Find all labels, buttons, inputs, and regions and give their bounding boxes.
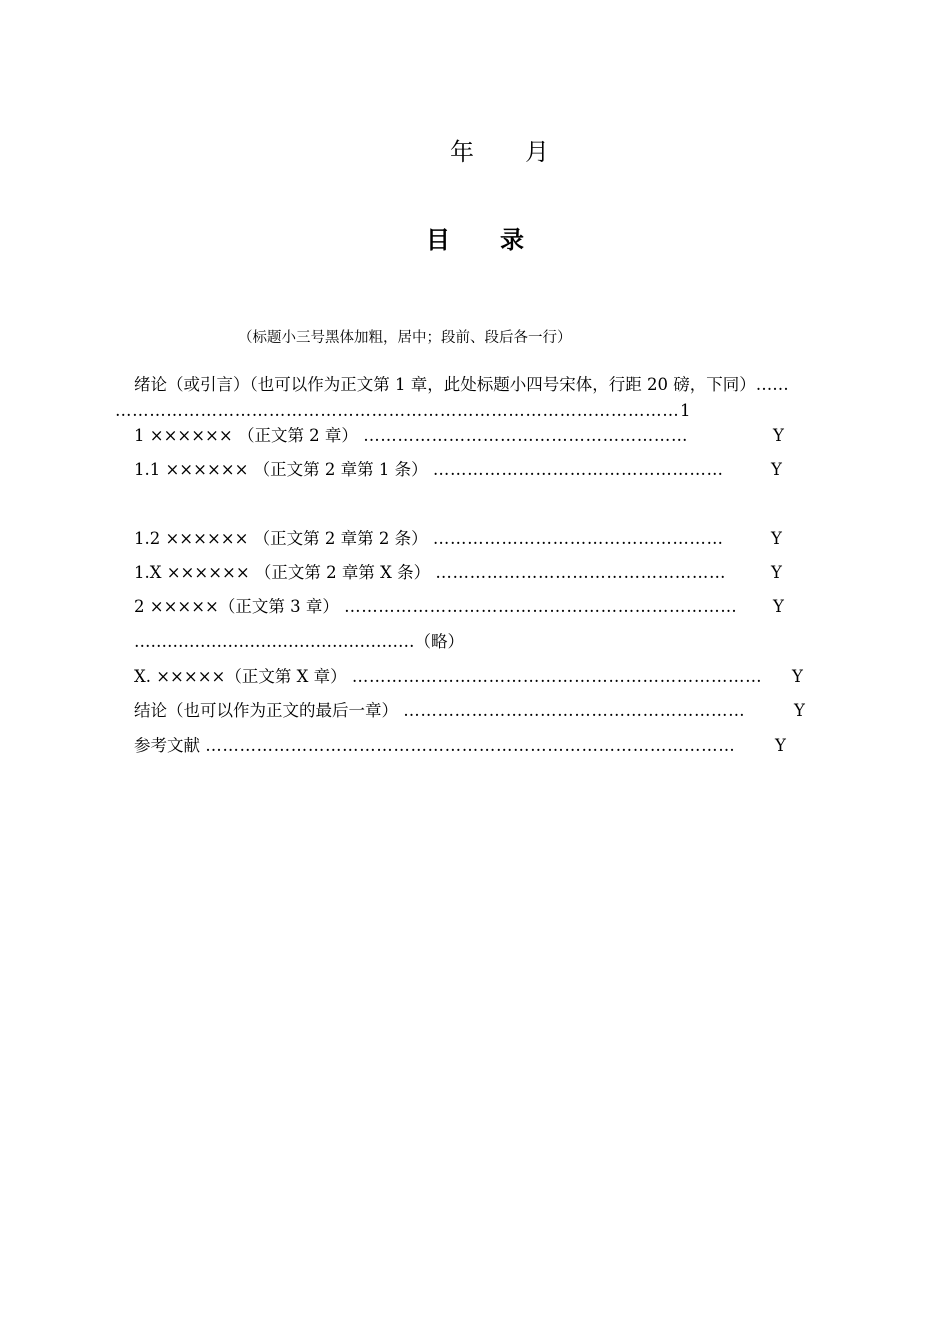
toc-page-number: Y (792, 667, 803, 686)
toc-leader-dots: ………………………………………………………………………………… (205, 736, 736, 755)
toc-title (0, 220, 950, 255)
toc-entry-omitted (134, 631, 464, 653)
date-line (0, 132, 950, 167)
toc-entry-label: 1.2 ×××××× （正文第 2 章第 2 条） (134, 529, 428, 548)
toc-page-number: Y (771, 529, 782, 548)
toc-page-number: Y (773, 426, 784, 445)
toc-entry-label: 1 ×××××× （正文第 2 章） (134, 426, 358, 445)
toc-leader-dots: ……………………………………………………………… (351, 667, 763, 686)
format-note: （标题小三号黑体加粗，居中；段前、段后各一行） (238, 330, 572, 346)
toc-entry-section-1-2[interactable] (134, 528, 724, 550)
toc-entry-chapter-1[interactable] (134, 425, 688, 447)
toc-entry-references[interactable] (134, 735, 735, 757)
toc-leader-dots: …………………………………………… (432, 460, 724, 479)
toc-entry-introduction-continuation (115, 400, 679, 422)
toc-entry-label: 1.X ×××××× （正文第 2 章第 X 条） (134, 563, 431, 582)
toc-entry-conclusion[interactable] (134, 700, 745, 722)
toc-title-part1: 目 (426, 225, 450, 254)
toc-entry-label: 结论（也可以作为正文的最后一章） (134, 701, 398, 720)
toc-leader-dots: …………………………………………… (435, 563, 727, 582)
toc-entry-section-1-1[interactable] (134, 459, 724, 481)
toc-entry-label: X. ×××××（正文第 X 章） (134, 667, 347, 686)
toc-leader-dots: ……………………………………………………………………………………… (115, 401, 680, 420)
toc-page-number: Y (771, 563, 782, 582)
toc-leader-dots: …………………………………………………………… (344, 597, 738, 616)
toc-title-part2: 录 (500, 225, 524, 254)
toc-entry-section-1-x[interactable] (134, 562, 726, 584)
toc-page-number: Y (773, 597, 784, 616)
toc-page-number: 1 (680, 401, 691, 420)
toc-entry-label: 1.1 ×××××× （正文第 2 章第 1 条） (134, 460, 428, 479)
toc-entry-chapter-x[interactable] (134, 666, 762, 688)
toc-leader-dots: …………………………………………………… (403, 701, 746, 720)
toc-entry-label: 参考文献 (134, 736, 200, 755)
toc-page-number: Y (775, 736, 786, 755)
toc-page-number: Y (771, 460, 782, 479)
toc-entry-label: ……………………………………………（略） (134, 632, 464, 651)
month-label: 月 (525, 138, 550, 166)
toc-entry-introduction[interactable] (134, 374, 789, 396)
toc-leader-dots: …………………………………………… (432, 529, 724, 548)
toc-entry-label: 绪论（或引言）（也可以作为正文第 1 章，此处标题小四号宋体，行距 20 磅，下同）…… (134, 375, 789, 394)
toc-entry-chapter-2[interactable] (134, 596, 737, 618)
toc-entry-label: 2 ×××××（正文第 3 章） (134, 597, 339, 616)
year-label: 年 (450, 138, 475, 166)
toc-leader-dots: ………………………………………………… (363, 426, 689, 445)
toc-page-number: Y (794, 701, 805, 720)
